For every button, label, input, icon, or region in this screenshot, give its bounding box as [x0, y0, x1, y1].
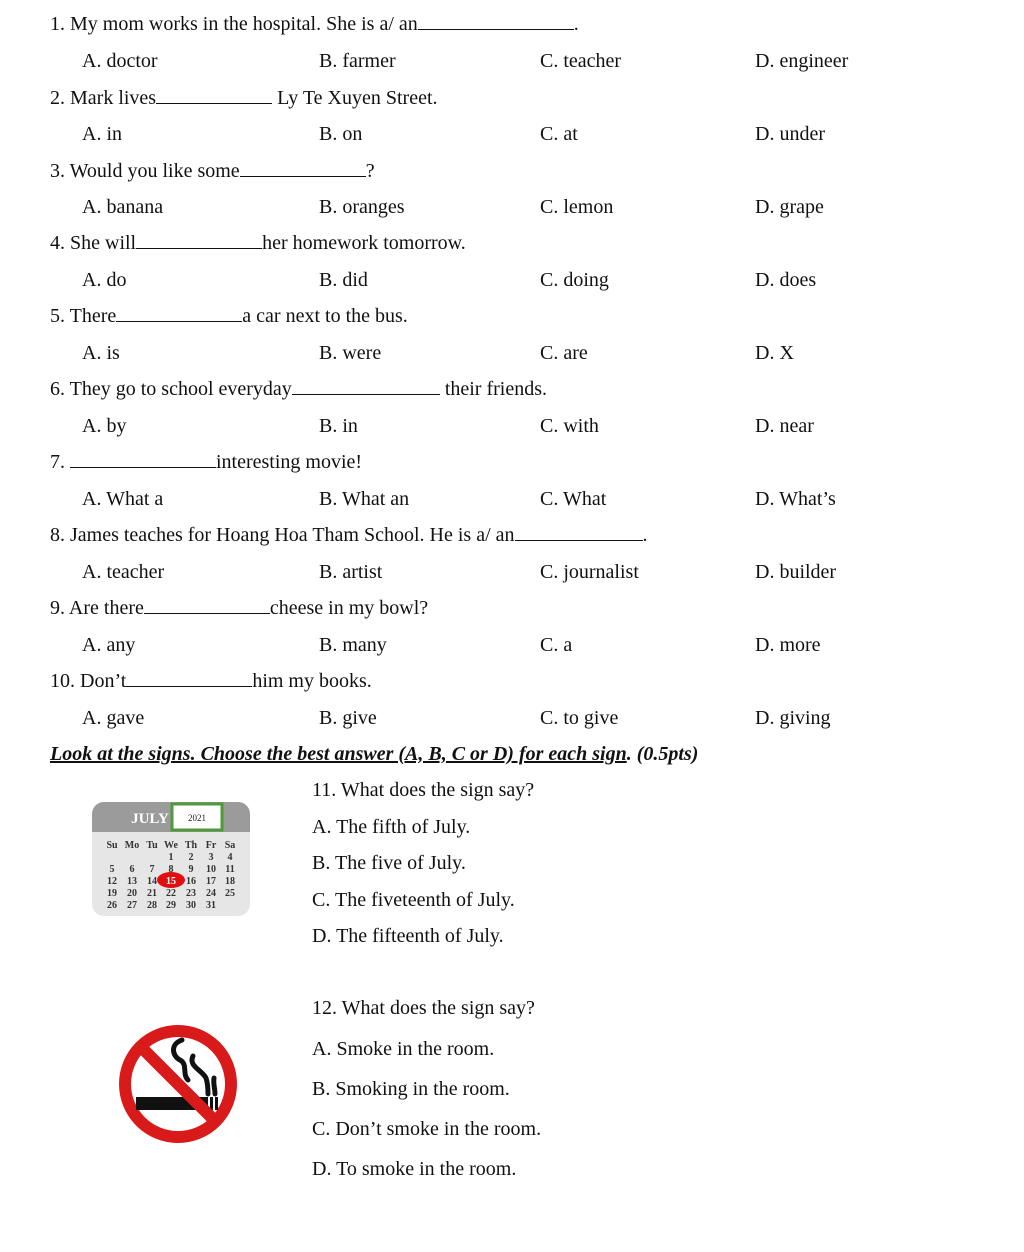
calendar-date: 22: [166, 888, 176, 899]
option-b: B. on: [319, 123, 363, 145]
question-text-before: Would you like some: [69, 160, 240, 182]
option-a: A. What a: [82, 488, 164, 510]
weekday-label: We: [164, 840, 178, 851]
option-a: A. gave: [82, 707, 145, 729]
weekday-label: Fr: [205, 840, 217, 851]
calendar-date: 17: [206, 876, 216, 887]
answer-blank: [126, 670, 252, 687]
question-2: [50, 86, 438, 110]
sign-question-12: 12. What does the sign say?: [312, 997, 535, 1019]
calendar-date: 3: [208, 852, 214, 863]
question-10: [50, 669, 372, 693]
option-a: A. is: [82, 342, 120, 364]
question-text-after: him my books.: [252, 670, 372, 692]
calendar-date: 30: [186, 900, 196, 911]
question-6: [50, 377, 547, 401]
calendar-date: 23: [186, 888, 196, 899]
option-c: C. teacher: [540, 50, 622, 72]
question-number: 6.: [50, 378, 65, 400]
question-number: 4.: [50, 232, 65, 254]
highlighted-date: 15: [166, 876, 176, 887]
option-c: C. The fiveteenth of July.: [312, 889, 515, 911]
option-a: A. by: [82, 415, 127, 437]
option-d: D. X: [755, 342, 794, 364]
question-number: 8.: [50, 524, 65, 546]
option-d: D. The fifteenth of July.: [312, 925, 504, 947]
answer-blank: [70, 451, 216, 468]
points-label: . (0.5pts): [626, 743, 699, 765]
option-b: B. artist: [319, 561, 383, 583]
option-a: A. any: [82, 634, 136, 656]
question-4: [50, 231, 466, 255]
question-number: 3.: [50, 160, 65, 182]
option-d: D. does: [755, 269, 817, 291]
calendar-date: 13: [127, 876, 137, 887]
option-a: A. doctor: [82, 50, 158, 72]
option-a: A. do: [82, 269, 127, 291]
option-c: C. with: [540, 415, 599, 437]
calendar-date: 5: [109, 864, 115, 875]
question-number: 2.: [50, 87, 65, 109]
question-text-after: .: [642, 524, 648, 546]
weekday-label: Sa: [224, 840, 236, 851]
option-c: C. to give: [540, 707, 619, 729]
answer-blank: [292, 378, 440, 395]
option-c: C. journalist: [540, 561, 639, 583]
question-3: [50, 159, 375, 183]
option-a: A. teacher: [82, 561, 165, 583]
option-c: C. are: [540, 342, 588, 364]
answer-blank: [136, 232, 262, 249]
option-a: A. in: [82, 123, 122, 145]
no-smoking-sign-icon: [116, 1022, 240, 1146]
calendar-date: 8: [168, 864, 174, 875]
option-a: A. Smoke in the room.: [312, 1038, 495, 1060]
option-b: B. were: [319, 342, 382, 364]
calendar-date: 24: [206, 888, 216, 899]
calendar-date: 10: [206, 864, 216, 875]
option-b: B. What an: [319, 488, 410, 510]
calendar-date: 14: [147, 876, 157, 887]
option-c: C. doing: [540, 269, 609, 291]
option-d: D. near: [755, 415, 814, 437]
question-8: [50, 523, 648, 547]
option-d: D. under: [755, 123, 825, 145]
question-text-after: their friends.: [439, 378, 547, 400]
question-9: [50, 596, 428, 620]
question-text-before: Mark lives: [70, 87, 157, 109]
question-text-after: .: [573, 13, 579, 35]
calendar-year: 2021: [188, 813, 206, 823]
answer-blank: [156, 87, 272, 104]
answer-blank: [144, 597, 270, 614]
calendar-date: 12: [107, 876, 117, 887]
option-d: D. builder: [755, 561, 837, 583]
question-text-before: James teaches for Hoang Hoa Tham School. He is a/ an: [70, 524, 515, 546]
calendar-date: 6: [129, 864, 135, 875]
question-text-after: interesting movie!: [216, 451, 363, 473]
calendar-date: 31: [206, 900, 216, 911]
question-text-before: Are there: [68, 597, 144, 619]
question-5: [50, 304, 408, 328]
option-d: D. To smoke in the room.: [312, 1158, 517, 1180]
question-text-before: They go to school everyday: [69, 378, 292, 400]
question-text-before: There: [69, 305, 117, 327]
option-b: B. in: [319, 415, 358, 437]
calendar-date: 4: [227, 852, 233, 863]
option-c: C. at: [540, 123, 578, 145]
question-text-after: cheese in my bowl?: [269, 597, 429, 619]
answer-blank: [515, 524, 643, 541]
calendar-date: 21: [147, 888, 157, 899]
weekday-label: Su: [106, 840, 118, 851]
sign-question-11: 11. What does the sign say?: [312, 779, 535, 801]
calendar-date: 19: [107, 888, 117, 899]
calendar-date: 16: [186, 876, 196, 887]
answer-blank: [240, 160, 366, 177]
calendar-date: 28: [147, 900, 157, 911]
question-number: 7.: [50, 451, 65, 473]
calendar-date: 2: [188, 852, 194, 863]
question-text-before: My mom works in the hospital. She is a/ an: [70, 13, 418, 35]
option-a: A. banana: [82, 196, 164, 218]
option-c: C. lemon: [540, 196, 614, 218]
answer-blank: [418, 13, 574, 30]
question-number: 1.: [50, 13, 65, 35]
calendar-image: [92, 802, 250, 916]
weekday-label: Mo: [124, 840, 140, 851]
calendar-date: 18: [225, 876, 235, 887]
question-text-after: ?: [365, 160, 375, 182]
option-c: C. a: [540, 634, 573, 656]
option-b: B. did: [319, 269, 368, 291]
option-b: B. many: [319, 634, 387, 656]
option-b: B. oranges: [319, 196, 405, 218]
question-number: 9.: [50, 597, 65, 619]
option-b: B. give: [319, 707, 377, 729]
question-text-after: Ly Te Xuyen Street.: [272, 87, 438, 109]
question-number: 10.: [50, 670, 75, 692]
option-d: D. engineer: [755, 50, 849, 72]
option-d: D. more: [755, 634, 821, 656]
question-text-before: She will: [70, 232, 137, 254]
calendar-date: 7: [149, 864, 155, 875]
option-c: C. Don’t smoke in the room.: [312, 1118, 542, 1140]
calendar-date: 9: [188, 864, 194, 875]
option-b: B. Smoking in the room.: [312, 1078, 510, 1100]
calendar-month: JULY: [131, 811, 169, 827]
instruction-text: Look at the signs. Choose the best answer (A, B, C or D) for each sign: [50, 743, 627, 765]
question-text-after: her homework tomorrow.: [262, 232, 466, 254]
calendar-date: 27: [127, 900, 137, 911]
option-b: B. The five of July.: [312, 852, 466, 874]
option-c: C. What: [540, 488, 607, 510]
question-number: 5.: [50, 305, 65, 327]
weekday-label: Tu: [146, 840, 158, 851]
calendar-date: 1: [168, 852, 174, 863]
option-d: D. grape: [755, 196, 824, 218]
question-text-before: Don’t: [80, 670, 127, 692]
calendar-date: 20: [127, 888, 137, 899]
question-text-after: a car next to the bus.: [242, 305, 408, 327]
calendar-date: 11: [225, 864, 235, 875]
question-1: [50, 12, 579, 36]
answer-blank: [116, 305, 242, 322]
option-b: B. farmer: [319, 50, 396, 72]
calendar-date: 26: [107, 900, 117, 911]
question-7: [50, 450, 362, 474]
option-d: D. giving: [755, 707, 831, 729]
calendar-date: 29: [166, 900, 176, 911]
option-a: A. The fifth of July.: [312, 816, 471, 838]
calendar-date: 25: [225, 888, 235, 899]
weekday-label: Th: [184, 840, 198, 851]
option-d: D. What’s: [755, 488, 836, 510]
section-instruction: [50, 742, 698, 766]
